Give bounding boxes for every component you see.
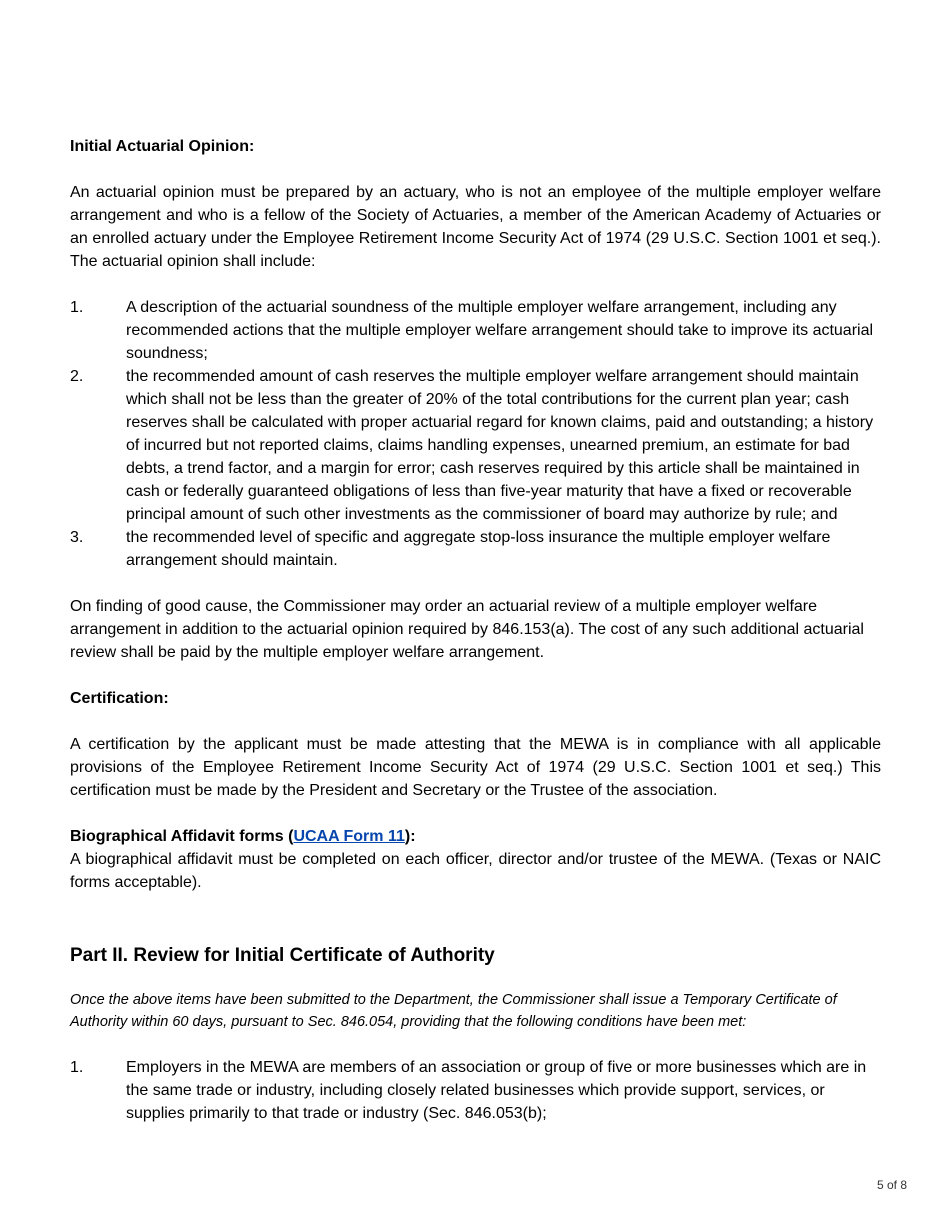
- list-item-text: Employers in the MEWA are members of an association or group of five or more businesses which are in the same trade or industry, including closely related businesses which provide support, services, or supplies primarily to that trade or industry (Sec. 846.053(b);: [126, 1059, 867, 1122]
- biographical-affidavit-paragraph: A biographical affidavit must be completed on each officer, director and/or trustee of the MEWA. (Texas or NAIC forms acceptable).: [70, 851, 881, 891]
- list-item-number: 2.: [70, 368, 84, 385]
- actuarial-opinion-list: [70, 296, 881, 572]
- list-item: [70, 1056, 881, 1125]
- list-item: [70, 296, 881, 365]
- list-item: [70, 365, 881, 526]
- part-ii-conditions-list: [70, 1056, 881, 1125]
- biographical-heading-prefix: Biographical Affidavit forms (: [70, 828, 294, 845]
- page-content: [70, 135, 881, 1125]
- biographical-affidavit-heading: [70, 825, 881, 848]
- list-item-number: 3.: [70, 529, 84, 546]
- certification-heading: Certification:: [70, 690, 169, 707]
- page-number: 5 of 8: [876, 1178, 907, 1192]
- list-item-text: the recommended amount of cash reserves the multiple employer welfare arrangement should maintain which shall not be less than the greater of 20% of the total contributions for the current plan year; cash reserves shall be calculated with proper actuarial regard for known claims, paid and outstanding; a history of incurred but not reported claims, claims handling expenses, unearned premium, an estimate for bad debts, a trend factor, and a margin for error; cash reserves required by this article shall be maintained in cash or federally guaranteed obligations of less than five-year maturity that have a fixed or recoverable principal amount of such other investments as the commissioner of board may authorize by rule; and: [126, 368, 874, 523]
- list-item-text: A description of the actuarial soundness of the multiple employer welfare arrangement, including any recommended actions that the multiple employer welfare arrangement should take to improve its actuarial soundness;: [126, 299, 874, 362]
- ucaa-form-11-link[interactable]: UCAA Form 11: [293, 828, 405, 845]
- biographical-heading-suffix: ):: [404, 828, 416, 845]
- list-item: [70, 526, 881, 572]
- list-item-number: 1.: [70, 1059, 84, 1076]
- list-item-text: the recommended level of specific and aggregate stop-loss insurance the multiple employer welfare arrangement should maintain.: [126, 529, 831, 569]
- actuarial-opinion-heading: Initial Actuarial Opinion:: [70, 138, 255, 155]
- certification-paragraph: A certification by the applicant must be made attesting that the MEWA is in compliance with all applicable provisions of the Employee Retirement Income Security Act of 1974 (29 U.S.C. Section 1001 et seq.) This certification must be made by the President and Secretary or the Trustee of the association.: [70, 736, 881, 799]
- actuarial-review-paragraph: On finding of good cause, the Commissioner may order an actuarial review of a multiple employer welfare arrangement in addition to the actuarial opinion required by 846.153(a). The cost of any such additional actuarial review shall be paid by the multiple employer welfare arrangement.: [70, 598, 864, 661]
- part-ii-title: Part II. Review for Initial Certificate of Authority: [70, 945, 495, 966]
- actuarial-opinion-intro: An actuarial opinion must be prepared by an actuary, who is not an employee of the multiple employer welfare arrangement and who is a fellow of the Society of Actuaries, a member of the American Academy of Actuaries or an enrolled actuary under the Employee Retirement Income Security Act of 1974 (29 U.S.C. Section 1001 et seq.). The actuarial opinion shall include:: [70, 184, 881, 270]
- part-ii-intro: Once the above items have been submitted to the Department, the Commissioner shall issue a Temporary Certificate of Authority within 60 days, pursuant to Sec. 846.054, providing that the following conditions have been met:: [70, 992, 837, 1030]
- list-item-number: 1.: [70, 299, 84, 316]
